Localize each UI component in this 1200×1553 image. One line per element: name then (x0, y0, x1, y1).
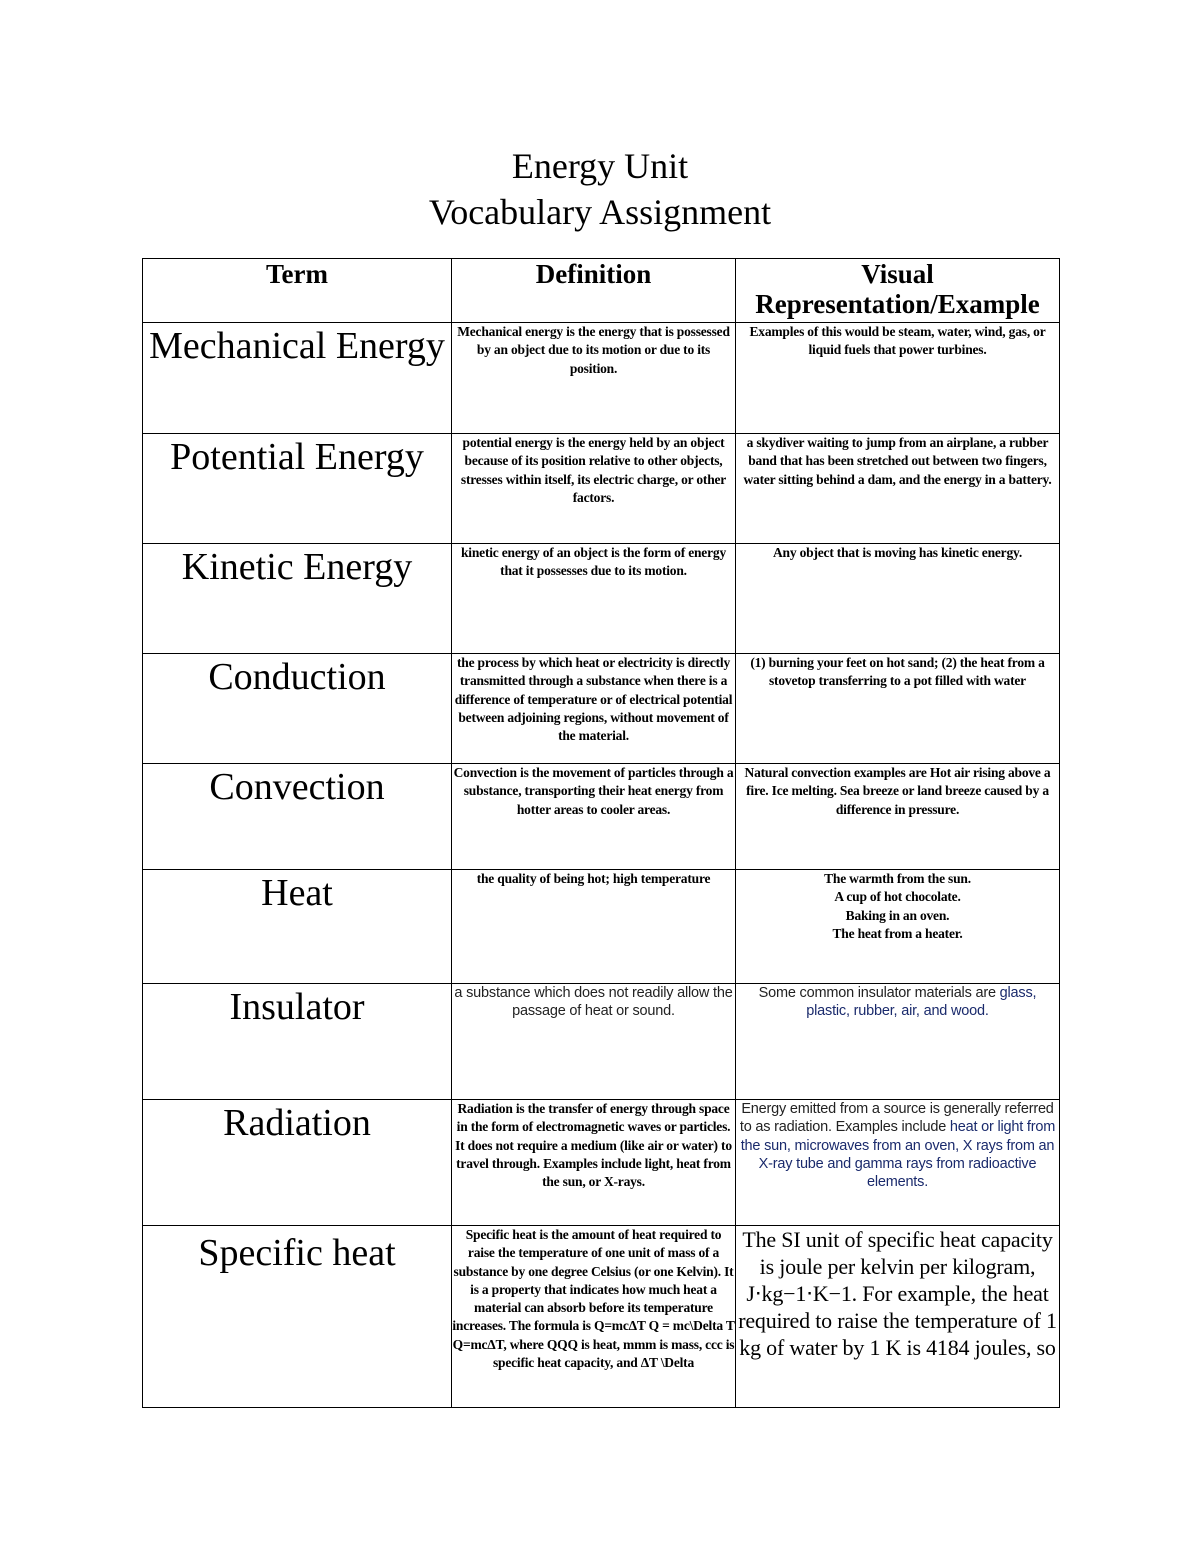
title-line-2: Vocabulary Assignment (428, 192, 772, 232)
definition-cell: Convection is the movement of particles through a substance, transporting their heat energy from hotter areas to cooler areas. (452, 764, 736, 870)
example-highlight: glass, plastic, rubber, air, and wood. (806, 985, 1037, 1020)
definition-cell: potential energy is the energy held by an object because of its position relative to other objects, stresses within itself, its electric charge, or other factors. (452, 434, 736, 544)
document-title (0, 143, 1200, 235)
definition-cell: a substance which does not readily allow the passage of heat or sound. (452, 984, 736, 1100)
example-cell: Any object that is moving has kinetic energy. (736, 544, 1060, 654)
definition-text: Specific heat is the amount of heat required to raise the temperature of one unit of mass of a substance by one degree Celsius (or one Kelvin). It is a property that indicates how much heat a material can absorb before its temperature increases. The formula is Q=mcΔT Q = mc\Delta T Q=mcΔT, where QQQ is heat, mmm is mass, ccc is specific heat capacity, and ΔT \Delta (452, 1227, 735, 1371)
term-cell: Potential Energy (143, 434, 452, 544)
table-row (143, 1226, 1060, 1408)
table-row (143, 654, 1060, 764)
header-visual: Visual Representation/Example (736, 259, 1060, 323)
definition-cell (452, 1226, 736, 1408)
definition-cell: Radiation is the transfer of energy through space in the form of electromagnetic waves or particles. It does not require a medium (like air or water) to travel through. Examples include light, heat from the sun, or X-rays. (452, 1100, 736, 1226)
example-cell: a skydiver waiting to jump from an airplane, a rubber band that has been stretched out between two fingers, water sitting behind a dam, and the energy in a battery. (736, 434, 1060, 544)
table-row (143, 544, 1060, 654)
example-cell (736, 984, 1060, 1100)
definition-cell: Mechanical energy is the energy that is possessed by an object due to its motion or due to its position. (452, 323, 736, 434)
term-cell: Conduction (143, 654, 452, 764)
table-row (143, 984, 1060, 1100)
definition-cell: kinetic energy of an object is the form of energy that it possesses due to its motion. (452, 544, 736, 654)
table-header-row (143, 259, 1060, 323)
example-line: The warmth from the sun. (824, 871, 971, 886)
term-cell: Specific heat (143, 1226, 452, 1408)
example-cell (736, 1100, 1060, 1226)
term-cell: Kinetic Energy (143, 544, 452, 654)
example-cell (736, 1226, 1060, 1408)
term-cell: Radiation (143, 1100, 452, 1226)
example-cell: Natural convection examples are Hot air rising above a fire. Ice melting. Sea breeze or land breeze caused by a difference in pressure. (736, 764, 1060, 870)
example-line: The heat from a heater. (832, 925, 963, 941)
table-row (143, 434, 1060, 544)
term-cell: Insulator (143, 984, 452, 1100)
example-cell: (1) burning your feet on hot sand; (2) the heat from a stovetop transferring to a pot filled with water (736, 654, 1060, 764)
term-cell: Convection (143, 764, 452, 870)
table-row (143, 1100, 1060, 1226)
example-cell: Examples of this would be steam, water, wind, gas, or liquid fuels that power turbines. (736, 323, 1060, 434)
term-cell: Heat (143, 870, 452, 984)
header-definition: Definition (452, 259, 736, 323)
vocabulary-table (142, 258, 1060, 1408)
title-line-1: Energy Unit (511, 146, 689, 186)
table-row (143, 323, 1060, 434)
example-line: A cup of hot chocolate. (834, 889, 961, 905)
header-term: Term (143, 259, 452, 323)
example-text: The SI unit of specific heat capacity is joule per kelvin per kilogram, J⋅kg−1⋅K−1. For example, the heat required to raise the temperature of 1 kg of water by 1 K is 4184 joules, so (738, 1227, 1057, 1360)
table-row (143, 870, 1060, 984)
example-line: Baking in an oven. (845, 907, 950, 923)
definition-cell: the quality of being hot; high temperature (452, 870, 736, 984)
example-cell (736, 870, 1060, 984)
example-text: Some common insulator materials are (758, 985, 996, 1001)
definition-cell: the process by which heat or electricity is directly transmitted through a substance when there is a difference of temperature or of electrical potential between adjoining regions, without movement of the material. (452, 654, 736, 764)
example-highlight: heat or light from the sun, microwaves from an oven, X rays from an X-ray tube and gamma rays from radioactive elements. (740, 1119, 1056, 1191)
table-row (143, 764, 1060, 870)
example-text: Energy emitted from a source is generally referred to as radiation. Examples include (739, 1101, 1054, 1136)
term-cell: Mechanical Energy (143, 323, 452, 434)
